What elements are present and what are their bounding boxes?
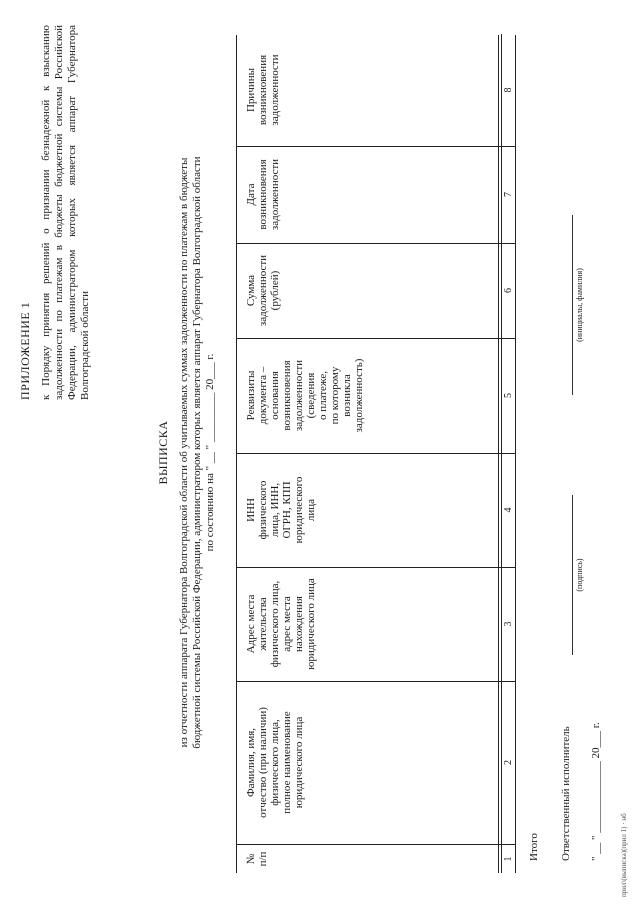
column-number: 6 xyxy=(501,243,515,338)
signature-caption: (подпись) xyxy=(575,558,584,592)
table-column xyxy=(237,845,515,873)
table-column xyxy=(237,338,515,454)
table-column xyxy=(237,453,515,568)
signature-line xyxy=(572,495,573,655)
column-number: 8 xyxy=(501,34,515,146)
column-number: 5 xyxy=(501,338,515,453)
table-column xyxy=(237,34,515,147)
appendix-subtitle: к Порядку принятия решений о признании безнадежной к взысканию задолженности по платежам в бюджеты бюджетной системы Российской Федерации, администратором которых является аппарат Губернатора Волгоградской области xyxy=(40,25,91,400)
total-label: Итого xyxy=(528,833,540,861)
table-column xyxy=(237,681,515,845)
column-header: № п/п xyxy=(245,851,269,867)
column-header: Дата возникновения задолженности xyxy=(245,158,281,231)
column-header: ИНН физического лица, ИНН, ОГРН, КПП юридического лица xyxy=(245,476,317,544)
column-header: Реквизиты документа – основания возникновения задолженности (сведения о платеже, по которому возникла задолженность) xyxy=(245,358,365,433)
column-header: Причины возникновения задолженности xyxy=(245,54,281,126)
table-column xyxy=(237,567,515,682)
table-divider xyxy=(498,35,499,873)
column-number: 3 xyxy=(501,567,515,681)
appendix-title: ПРИЛОЖЕНИЕ 1 xyxy=(18,301,32,400)
table-column xyxy=(237,146,515,244)
column-header: Сумма задолженности (рублей) xyxy=(245,254,281,327)
column-header: Адрес места жительства физического лица, адрес места нахождения юридического лица xyxy=(245,578,317,670)
footer-code: прил\(выписка)(прил 1) · нб xyxy=(620,813,628,897)
column-number: 1 xyxy=(501,845,515,873)
description-line: по состоянию на " __ " _________ 20___ г. xyxy=(204,353,216,552)
description-line: из отчетности аппарата Губернатора Волгоградской области об учитываемых суммах задолженности по платежам в бюджеты xyxy=(178,157,190,748)
executor-label: Ответственный исполнитель xyxy=(560,726,572,861)
document-description xyxy=(178,0,217,905)
column-number: 7 xyxy=(501,146,515,243)
date-line: " __ " _____________ 20___ г. xyxy=(590,722,602,861)
description-line: бюджетной системы Российской Федерации, администратором которых является аппарат Губернатора Волгоградской области xyxy=(191,156,203,749)
name-caption: (инициалы, фамилия) xyxy=(575,268,584,342)
table-column xyxy=(237,243,515,339)
column-number: 4 xyxy=(501,453,515,567)
name-line xyxy=(572,215,573,395)
column-number: 2 xyxy=(501,681,515,844)
column-header: Фамилия, имя, отчество (при наличии) физического лица, полное наименование юридического лица xyxy=(245,707,305,818)
document-title: ВЫПИСКА xyxy=(156,420,170,485)
debt-table xyxy=(236,35,516,873)
